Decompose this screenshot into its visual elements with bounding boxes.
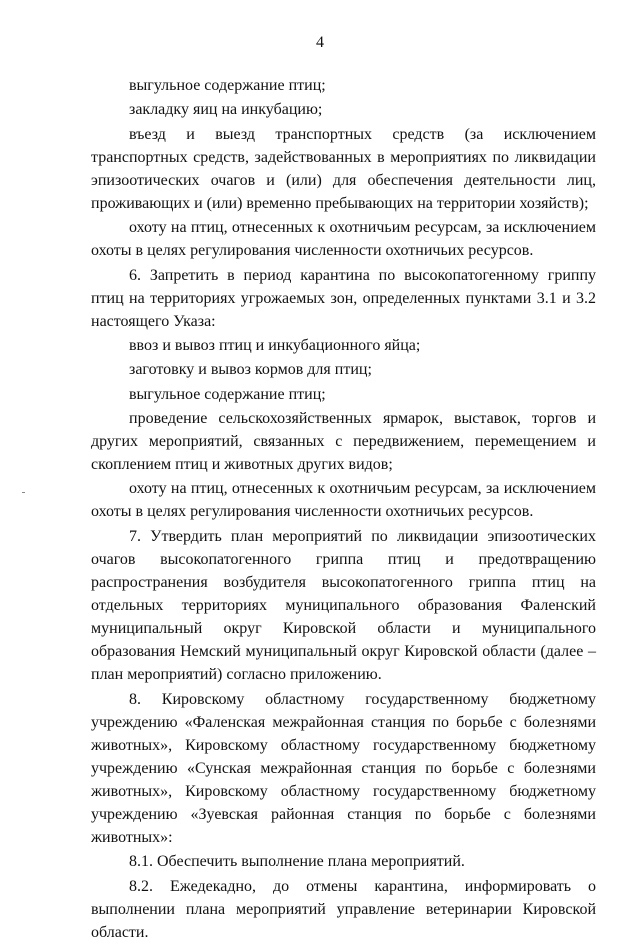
paragraph: 8.2. Ежедекадно, до отмены карантина, информировать о выполнении плана мероприятий управление ветеринарии Кировской области. (91, 877, 596, 941)
paragraph: выгульное содержание птиц; (129, 77, 326, 94)
paragraph: охоту на птиц, отнесенных к охотничьим ресурсам, за исключением охоты в целях регулирования численности охотничьих ресурсов. (91, 219, 596, 260)
paragraph: охоту на птиц, отнесенных к охотничьим ресурсам, за исключением охоты в целях регулирования численности охотничьих ресурсов. (91, 480, 596, 521)
paragraph: закладку яиц на инкубацию; (129, 101, 323, 119)
margin-mark (22, 492, 25, 493)
paragraph: 8.1. Обеспечить выполнение плана мероприятий. (129, 853, 465, 871)
paragraph: въезд и выезд транспортных средств (за исключением транспортных средств, задействованных в мероприятиях по ликвидации эпизоотических очагов и (или) для обеспечения деятельности лиц, проживающих и (или) временно пребывающих на территории хозяйств); (91, 125, 596, 212)
paragraph: 8. Кировскому областному государственному бюджетному учреждению «Фаленская межрайонная станция по борьбе с болезнями животных», Кировскому областному государственному бюджетному учреждению «Сунская межрайонная станция по борьбе с болезнями животных», Кировскому областному государственному бюджетному учреждению «Зуевская районная станция по борьбе с болезнями животных»: (91, 690, 596, 847)
paragraph: заготовку и вывоз кормов для птиц; (129, 361, 372, 379)
paragraph: выгульное содержание птиц; (129, 385, 326, 403)
page-number: 4 (316, 34, 324, 51)
paragraph: 6. Запретить в период карантина по высокопатогенному гриппу птиц на территориях угрожаемых зон, определенных пунктами 3.1 и 3.2 настоящего Указа: (91, 266, 596, 330)
document-body (91, 74, 596, 944)
paragraph: ввоз и вывоз птиц и инкубационного яйца; (129, 336, 421, 354)
paragraph: проведение сельскохозяйственных ярмарок, выставок, торгов и других мероприятий, связанных с передвижением, перемещением и скоплением птиц и животных других видов; (91, 409, 596, 473)
paragraph: 7. Утвердить план мероприятий по ликвидации эпизоотических очагов высокопатогенного гриппа птиц и предотвращению распространения возбудителя высокопатогенного гриппа птиц на отдельных территориях муниципального образования Фаленский муниципальный округ Кировской области и муниципального образования Немский муниципальный округ Кировской области (далее – план мероприятий) согласно приложению. (91, 527, 596, 684)
